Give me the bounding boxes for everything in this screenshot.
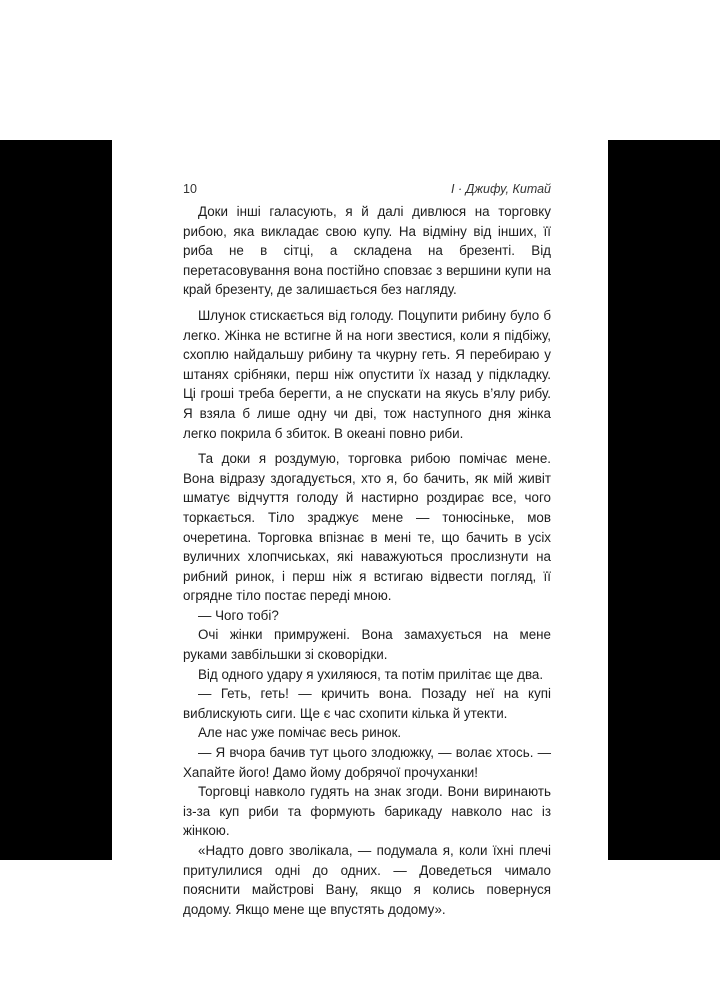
running-head (183, 182, 551, 198)
body-text (183, 202, 551, 919)
right-black-border (608, 140, 720, 860)
paragraph: Торговці навколо гудять на знак згоди. Вони виринають із-за куп риби та формують барикаду навколо нас із жінкою. (183, 784, 551, 839)
paragraph: «Надто довго зволікала, — подумала я, коли їхні плечі притулилися одні до одних. — Доведеться чимало пояснити майстрові Вану, якщо я колись повернуся додому. Якщо мене ще впустять додому». (183, 843, 551, 917)
dialogue-line: — Геть, геть! — кричить вона. Позаду неї на купі виблискують сиги. Ще є час схопити кілька й утекти. (183, 686, 551, 721)
paragraph: Очі жінки примружені. Вона замахується на мене руками завбільшки зі сковорідки. (183, 627, 551, 663)
dialogue-line: — Чого тобі? (198, 607, 279, 623)
page-number: 10 (183, 182, 197, 196)
chapter-title: І · Джифу, Китай (451, 182, 551, 196)
paragraph: Та доки я роздумую, торговка рибою помічає мене. Вона відразу здогадується, хто я, бо бачить, як мій живіт шматує відчуття голоду й настирно роздирає все, чого торкається. Тіло зраджує мене — тонюсіньке, мов очеретина. Торговка впізнає в мені те, що бачить в усіх вуличних хлопчиськах, які наважуються прослизнути на рибний ринок, і перш ніж я встигаю відвести погляд, її огрядне тіло постає переді мною. (183, 451, 551, 604)
paragraph: Але нас уже помічає весь ринок. (198, 725, 402, 741)
paragraph: Від одного удару я ухиляюся, та потім прилітає ще два. (198, 666, 544, 682)
dialogue-line: — Я вчора бачив тут цього злодюжку, — волає хтось. — Хапайте його! Дамо йому добрячої прочуханки! (183, 745, 551, 780)
paragraph: Шлунок стискається від голоду. Поцупити рибину було б легко. Жінка не встигне й на ноги звестися, коли я підбіжу, схоплю найдальшу рибину та чкурну геть. Я перебираю у штанях срібняки, перш ніж опустити їх назад у підкладку. Ці гроші треба берегти, а не спускати на якусь в’ялу рибу. Я взяла б лише одну чи дві, тож наступного дня жінка легко покрила б збиток. В океані повно риби. (183, 307, 551, 441)
book-page (112, 140, 608, 917)
paragraph: Доки інші галасують, я й далі дивлюся на торговку рибою, яка викладає свою купу. На відміну від інших, її риба не в сітці, а складена на брезенті. Від перетасовування вона постійно сповзає з вершини купи на край брезенту, де залишається без нагляду. (183, 204, 551, 298)
left-black-border (0, 140, 112, 860)
